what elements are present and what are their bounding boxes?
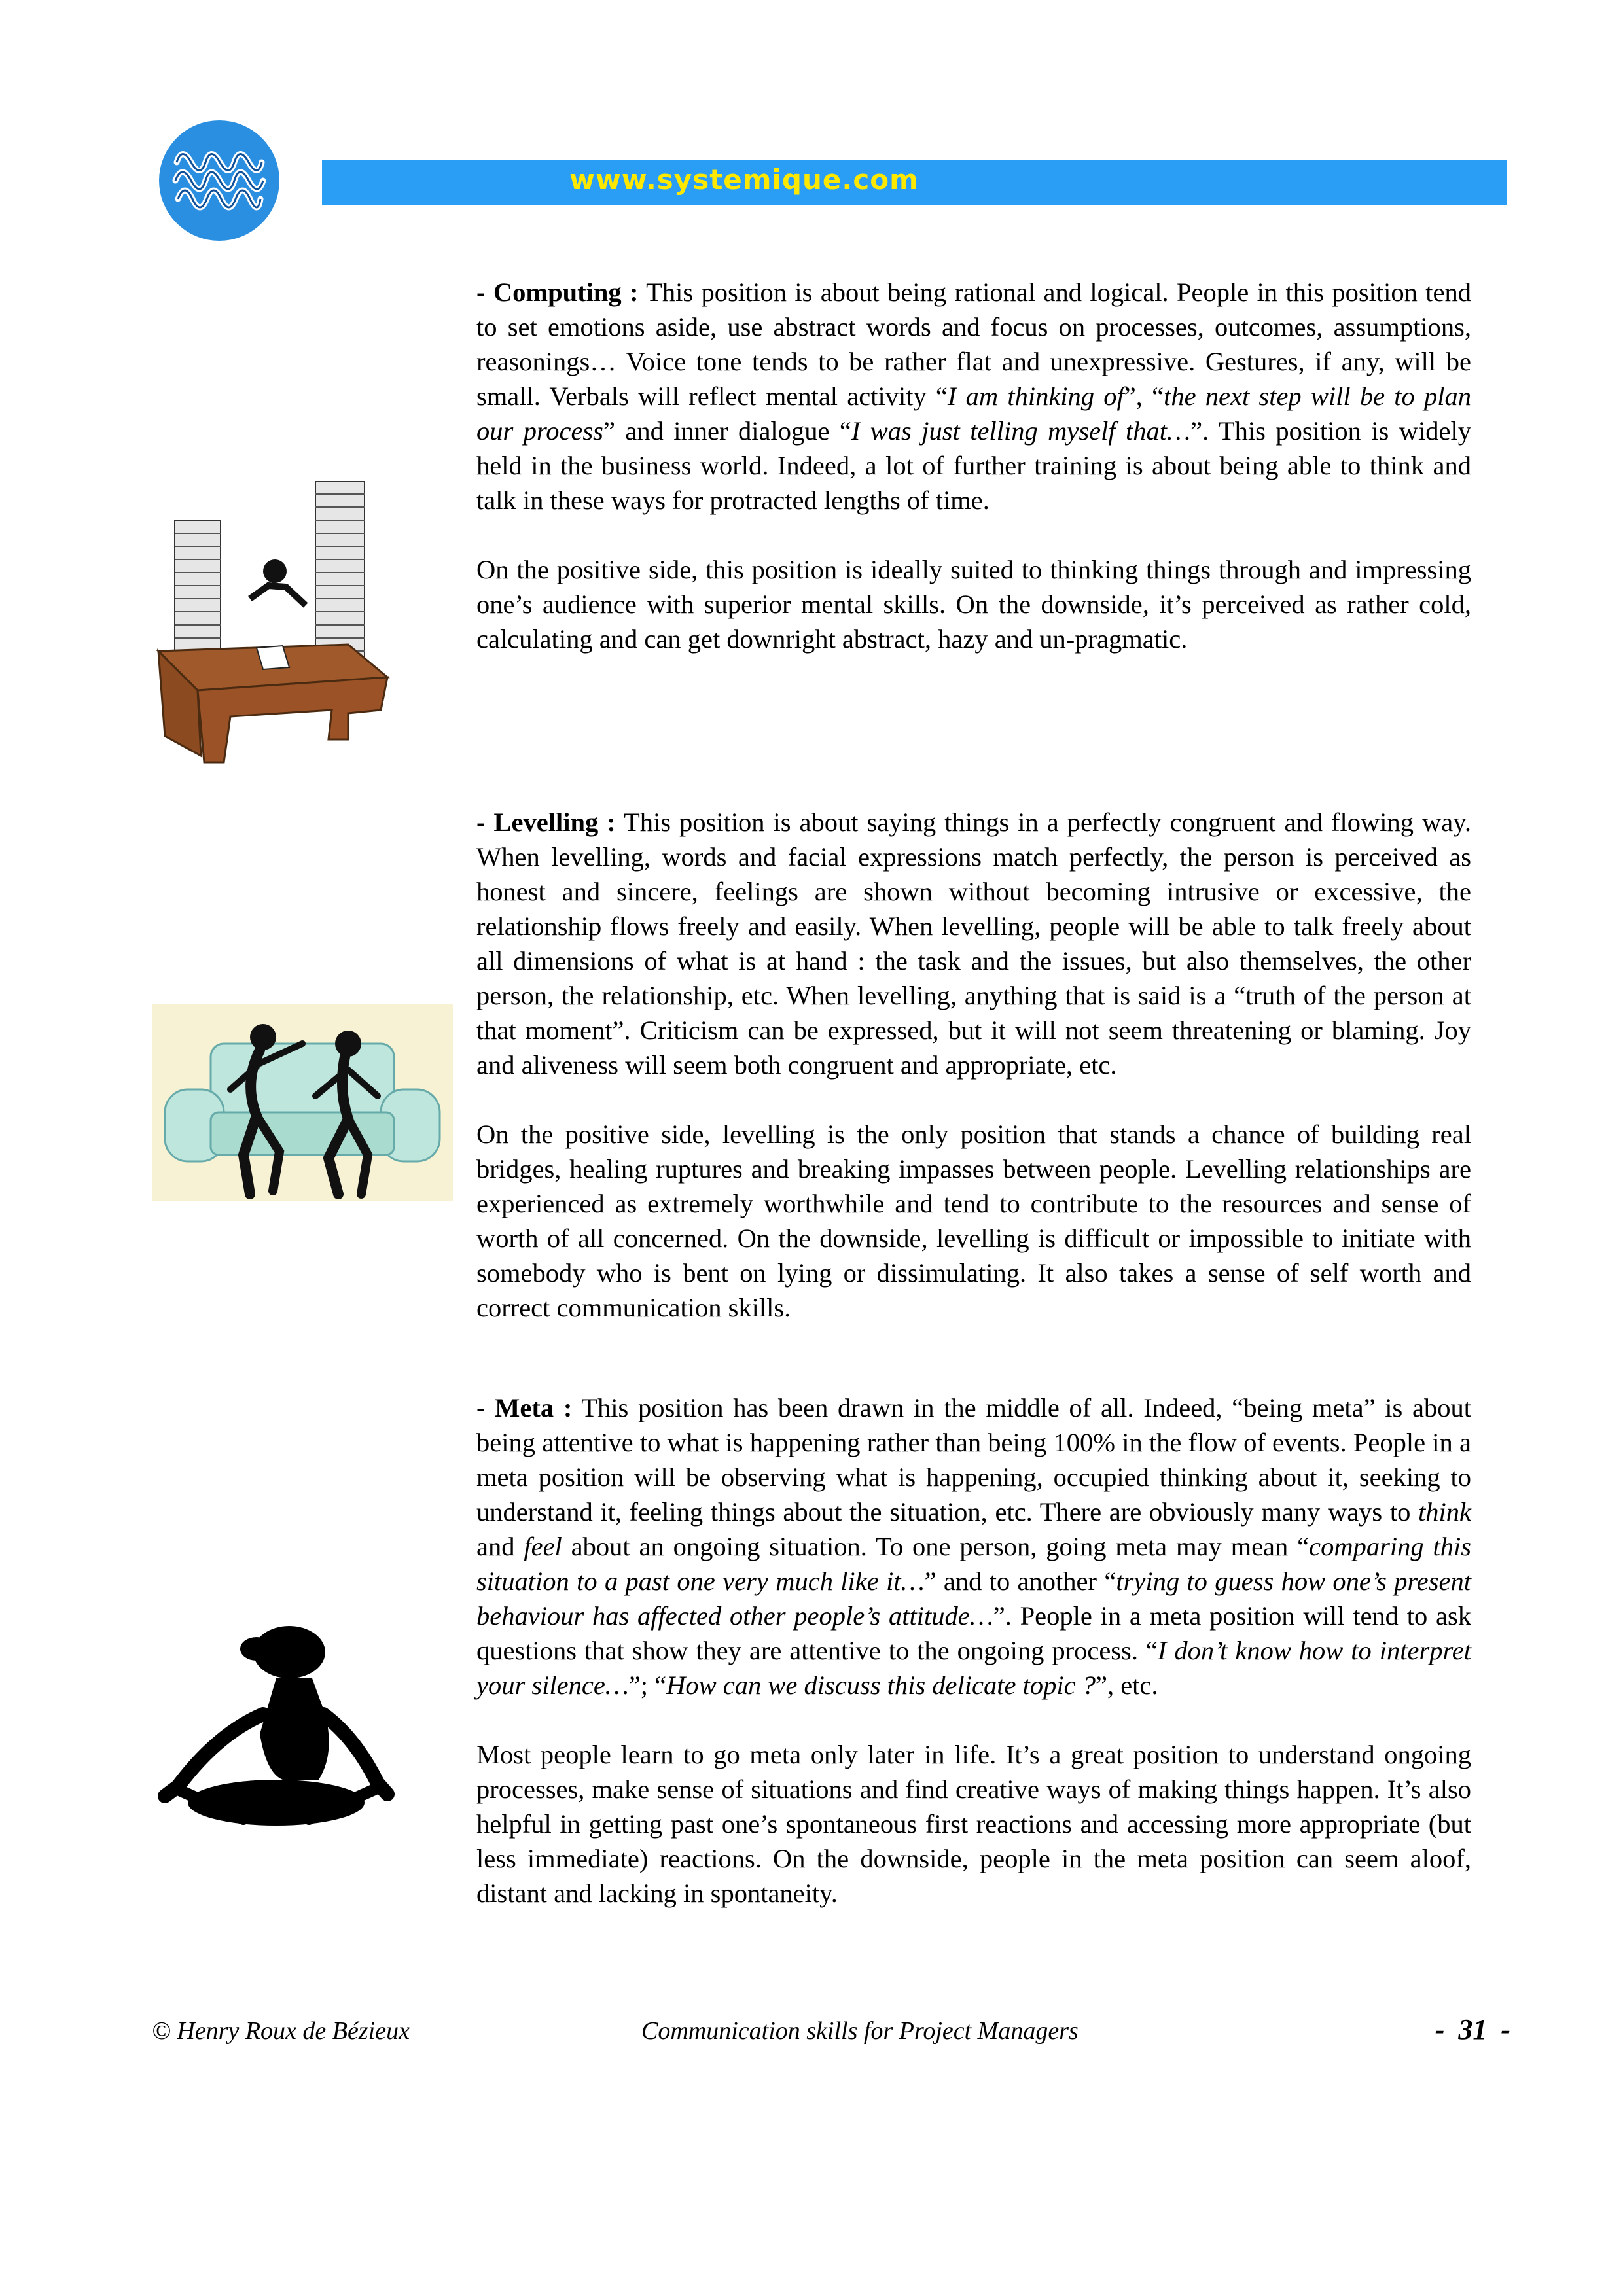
quote-italic: the next step will be to plan our process — [476, 381, 1472, 446]
meditating-figure-illustration — [152, 1623, 397, 1839]
levelling-heading: - Levelling : — [476, 807, 616, 837]
dancing-couple-sofa-illustration — [152, 1004, 453, 1201]
text-run: ”. People in a meta position will tend to ask questions that show they are attentive to the ongoing process. “ — [476, 1601, 1471, 1665]
footer-title: Communication skills for Project Managers — [641, 2017, 1079, 2045]
meta-heading: - Meta : — [476, 1393, 573, 1422]
quote-italic: I don’t know how to interpret your silence… — [476, 1636, 1472, 1700]
text-run: and — [476, 1532, 524, 1561]
page-number: - 31 - — [1435, 2013, 1510, 2045]
levelling-paragraph-1 — [476, 805, 1471, 1082]
text-run: ”; “ — [628, 1670, 667, 1700]
text-run: ” and to another “ — [924, 1566, 1116, 1596]
text-run: ”, “ — [1124, 381, 1164, 411]
computing-heading: - Computing : — [476, 277, 639, 307]
text-run: This position is about being rational and logical. People in this position tend to set emotions aside, use abstract words and focus on processes, outcomes, assumptions, reasonings… Voice tone tends to be rather flat and unexpressive. Gestures, if any, will be small. Verbals will reflect mental activity “ — [476, 277, 1471, 411]
footer-copyright: © Henry Roux de Bézieux — [152, 2017, 410, 2045]
header-bar — [322, 160, 1507, 205]
header-url[interactable]: www.systemique.com — [569, 164, 919, 196]
levelling-paragraph-2: On the positive side, levelling is the only position that stands a chance of building real bridges, healing ruptures and breaking impasses between people. Levelling relationships are experienced as extremely worthwhile and tend to contribute to the resources and sense of worth of all concerned. On the downside, levelling is difficult or impossible to initiate with somebody who is bent on lying or dissimulating. It also takes a sense of self worth and correct communication skills. — [476, 1120, 1471, 1322]
quote-italic: comparing this situation to a past one very much like it… — [476, 1532, 1471, 1596]
quote-italic: trying to guess how one’s present behaviour has affected other people’s attitude… — [476, 1566, 1471, 1631]
text-run: ” and inner dialogue “ — [603, 416, 851, 446]
text-run: ”. This position is widely held in the business world. Indeed, a lot of further training is about being able to think and talk in these ways for protracted lengths of time. — [476, 416, 1471, 515]
meta-section — [476, 1390, 1471, 1911]
quote-italic: I am thinking of — [947, 381, 1124, 411]
computing-section — [476, 275, 1471, 656]
levelling-section — [476, 805, 1471, 1325]
quote-italic: How can we discuss this delicate topic ? — [666, 1670, 1096, 1700]
computing-paragraph-2: On the positive side, this position is ideally suited to thinking things through and impressing one’s audience with superior mental skills. On the downside, it’s perceived as rather cold, calculating and can get downright abstract, hazy and un-pragmatic. — [476, 555, 1471, 654]
meta-paragraph-2: Most people learn to go meta only later in life. It’s a great position to understand ongoing processes, make sense of situations and find creative ways of making things happen. It’s also helpful in getting past one’s spontaneous first reactions and accessing more appropriate (but less immediate) reactions. On the downside, people in the meta position can seem aloof, distant and lacking in spontaneity. — [476, 1740, 1471, 1908]
quote-italic: I was just telling myself that… — [851, 416, 1191, 446]
text-run: This position has been drawn in the middle of all. Indeed, “being meta” is about being attentive to what is happening rather than being 100% in the flow of events. People in a meta position will be observing what is happening, occupied thinking about it, seeking to understand it, feeling things about the situation, etc. There are obviously many ways to — [476, 1393, 1471, 1527]
computing-paragraph-1 — [476, 275, 1471, 518]
italic-word: think — [1418, 1497, 1471, 1527]
italic-word: feel — [524, 1532, 562, 1561]
text-run: This position is about saying things in a perfectly congruent and flowing way. When levelling, words and facial expressions match perfectly, the person is perceived as honest and sincere, feelings are shown without becoming intrusive or excessive, the relationship flows freely and easily. When levelling, people will be able to talk freely about all dimensions of what is at hand : the task and the issues, but also themselves, the other person, the relationship, etc. When levelling, anything that is said is a “truth of the person at that moment”. Criticism can be expressed, but it will not seem threatening or blaming. Joy and aliveness will seem both congruent and appropriate, etc. — [476, 807, 1471, 1080]
meta-paragraph-1 — [476, 1390, 1471, 1703]
logo-icon — [151, 116, 288, 244]
text-run: about an ongoing situation. To one person, going meta may mean “ — [562, 1532, 1310, 1561]
desk-paper-stacks-illustration — [152, 481, 394, 769]
text-run: ”, etc. — [1095, 1670, 1158, 1700]
